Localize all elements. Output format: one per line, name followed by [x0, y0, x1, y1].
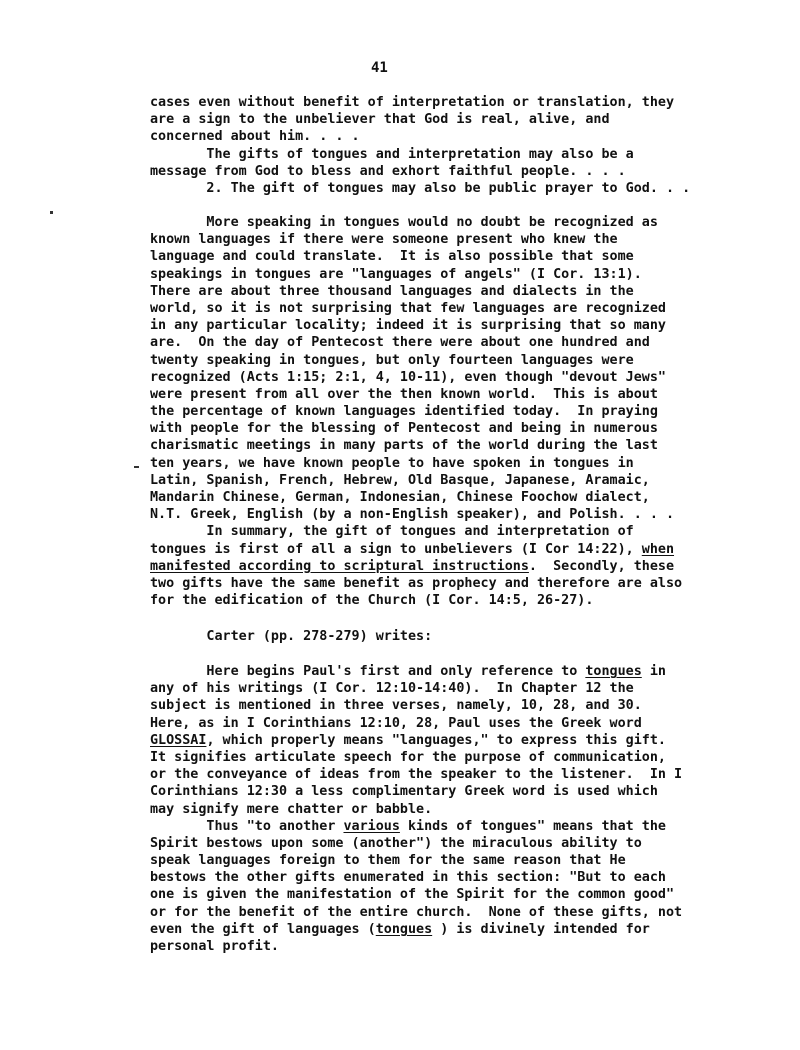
text-line: N.T. Greek, English (by a non-English speaker), and Polish. . . .: [150, 507, 675, 523]
text-line: for the edification of the Church (I Cor. 14:5, 26-27).: [150, 593, 594, 609]
text-segment: kinds of tongues" means that the: [399, 818, 666, 834]
underlined-word: various: [343, 818, 400, 834]
text-line: language and could translate. It is also possible that some: [150, 249, 634, 265]
text-line: in any particular locality; indeed it is surprising that so many: [150, 318, 666, 334]
text-line: bestows the other gifts enumerated in this section: "But to each: [150, 870, 666, 886]
carter-intro: [150, 628, 750, 645]
text-segment: Here begins Paul's first and only reference to: [150, 664, 586, 679]
text-line: [150, 818, 750, 835]
text-line: subject is mentioned in three verses, namely, 10, 28, and 30.: [150, 698, 642, 714]
text-segment: even the gift of languages (: [150, 921, 376, 937]
text-line: or for the benefit of the entire church. None of these gifts, not: [150, 904, 683, 920]
text-line: concerned about him. . . .: [150, 129, 360, 145]
text-line: [150, 663, 750, 680]
text-line: Spirit bestows upon some (another") the miraculous ability to: [150, 835, 642, 851]
text-line: Corinthians 12:30 a less complimentary Greek word is used which: [150, 784, 658, 800]
quote-block-3: [150, 663, 750, 955]
text-line: with people for the blessing of Pentecost and being in numerous: [150, 421, 658, 437]
underlined-phrase: manifested according to scriptural instructions: [150, 558, 529, 574]
text-line: More speaking in tongues would no doubt be recognized as: [150, 215, 658, 230]
margin-dash: [134, 466, 139, 468]
text-segment: in: [641, 664, 666, 679]
text-line: Here, as in I Corinthians 12:10, 28, Paul uses the Greek word: [150, 715, 642, 731]
text-line: speakings in tongues are "languages of angels" (I Cor. 13:1).: [150, 266, 642, 282]
text-line: speak languages foreign to them for the same reason that He: [150, 853, 626, 869]
text-line: Mandarin Chinese, German, Indonesian, Chinese Foochow dialect,: [150, 490, 650, 505]
text-line: or the conveyance of ideas from the speaker to the listener. In I: [150, 767, 683, 783]
text-line: cases even without benefit of interpretation or translation, they: [150, 95, 675, 110]
page-number: 41: [371, 60, 388, 76]
text-line: charismatic meetings in many parts of the world during the last: [150, 438, 658, 454]
text-line: personal profit.: [150, 939, 279, 954]
text-segment: . Secondly, these: [528, 558, 675, 574]
underlined-word: GLOSSAI: [150, 732, 207, 748]
text-line: [150, 558, 750, 575]
text-line: message from God to bless and exhort faithful people. . . .: [150, 163, 626, 179]
text-line: twenty speaking in tongues, but only fourteen languages were: [150, 352, 634, 368]
quote-block-2: [150, 214, 750, 609]
text-line: [150, 541, 750, 558]
text-line: may signify mere chatter or babble.: [150, 801, 433, 817]
text-line: [150, 921, 750, 938]
text-line: are a sign to the unbeliever that God is real, alive, and: [150, 112, 610, 128]
text-line: [150, 732, 750, 749]
margin-dot: [50, 211, 53, 214]
text-line: Latin, Spanish, French, Hebrew, Old Basque, Japanese, Aramaic,: [150, 472, 650, 488]
quote-block-1: [150, 94, 750, 197]
text-segment: tongues is first of all a sign to unbelievers (I Cor 14:22),: [150, 541, 642, 557]
text-segment: ) is divinely intended for: [432, 921, 650, 937]
text-line: any of his writings (I Cor. 12:10-14:40). In Chapter 12 the: [150, 681, 634, 697]
text-line: the percentage of known languages identified today. In praying: [150, 404, 658, 420]
text-line: two gifts have the same benefit as prophecy and therefore are also: [150, 575, 683, 591]
text-line: one is given the manifestation of the Spirit for the common good": [150, 887, 675, 903]
text-line: There are about three thousand languages and dialects in the: [150, 283, 634, 299]
text-line: In summary, the gift of tongues and interpretation of: [150, 524, 634, 540]
text-line: were present from all over the then known world. This is about: [150, 386, 658, 402]
text-line: world, so it is not surprising that few languages are recognized: [150, 300, 666, 316]
underlined-word: when: [641, 541, 675, 557]
underlined-word: tongues: [585, 664, 642, 679]
underlined-word: tongues: [375, 921, 433, 937]
text-line: The gifts of tongues and interpretation may also be a: [150, 146, 634, 162]
text-line: are. On the day of Pentecost there were about one hundred and: [150, 335, 650, 351]
text-line: It signifies articulate speech for the purpose of communication,: [150, 749, 666, 765]
text-segment: Thus "to another: [150, 818, 344, 834]
text-line: recognized (Acts 1:15; 2:1, 4, 10-11), even though "devout Jews": [150, 369, 666, 385]
text-line: Carter (pp. 278-279) writes:: [150, 629, 433, 644]
text-line: 2. The gift of tongues may also be public prayer to God. . .: [150, 180, 691, 196]
text-line: ten years, we have known people to have spoken in tongues in: [150, 455, 634, 471]
text-segment: , which properly means "languages," to express this gift.: [206, 732, 666, 748]
text-line: known languages if there were someone present who knew the: [150, 232, 618, 248]
